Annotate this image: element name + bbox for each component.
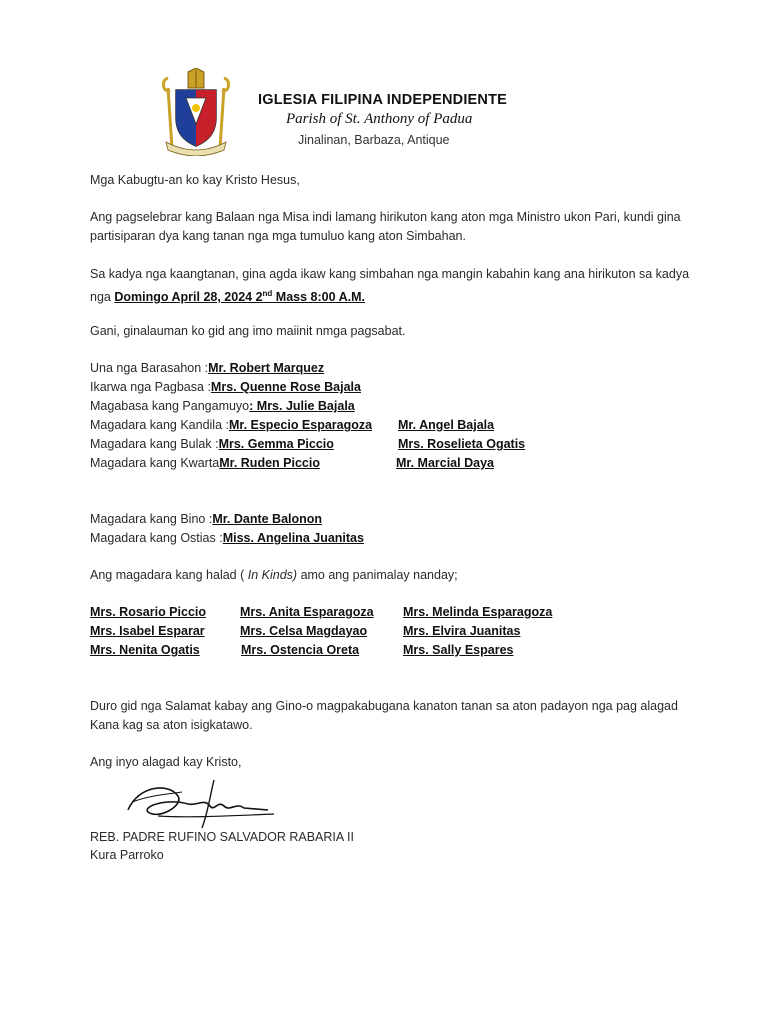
handwritten-signature [118, 776, 278, 832]
assignment-row [90, 435, 526, 454]
paragraph-3: Gani, ginalauman ko gid ang imo maiinit nmga pagsabat. [90, 324, 406, 338]
church-name: IGLESIA FILIPINA INDEPENDIENTE [258, 92, 508, 108]
signer-title: Kura Parroko [90, 848, 164, 862]
mass-date-sup: nd [262, 289, 273, 298]
assignment-name-2: Mr. Marcial Daya [396, 456, 494, 470]
assignment-role: Magadara kang Bino : [90, 512, 213, 526]
halad-name: Mrs. Isabel Esparar [90, 624, 205, 638]
halad-name: Mrs. Ostencia Oreta [241, 643, 360, 657]
paragraph-1: Ang pagselebrar kang Balaan nga Misa indi lamang hirikuton kang aton mga Ministro ukon Pari, kundi gina partisiparan dya kang tanan nga mga tumuluo kang aton Simbahan. [90, 210, 681, 243]
halad-name: Mrs. Nenita Ogatis [90, 643, 200, 657]
assignment-role: Magadara kang Bulak : [90, 437, 219, 451]
assignment-role: Magabasa kang Pangamuyo [90, 399, 250, 413]
mass-date [114, 290, 365, 304]
closing-paragraph: Duro gid nga Salamat kabay ang Gino-o magpakabugana kanaton tanan sa aton padayon nga pag alagad Kana kag sa aton isigkatawo. [90, 699, 678, 732]
assignment-name-2: Mrs. Roselieta Ogatis [398, 437, 526, 451]
halad-name: Mrs. Celsa Magdayao [240, 624, 368, 638]
salutation: Mga Kabugtu-an ko kay Kristo Hesus, [90, 173, 300, 187]
parish-name: Parish of St. Anthony of Padua [286, 111, 473, 127]
assignment-name: Mr. Robert Marquez [208, 361, 325, 375]
halad-name: Mrs. Rosario Piccio [90, 605, 207, 619]
assignment-name: : Mrs. Julie Bajala [249, 399, 355, 413]
assignment-row [90, 510, 322, 529]
assignment-row [90, 529, 364, 548]
assignment-name-2: Mr. Angel Bajala [398, 418, 495, 432]
halad-name: Mrs. Anita Esparagoza [240, 605, 374, 619]
mass-date-b: Mass 8:00 A.M. [272, 290, 365, 305]
signer-name: REB. PADRE RUFINO SALVADOR RABARIA II [90, 830, 354, 844]
assignment-row [90, 454, 494, 473]
paragraph-2-line-2 [90, 284, 365, 307]
assignment-role: Una nga Barasahon : [90, 361, 209, 375]
halad-name: Mrs. Melinda Esparagoza [403, 605, 553, 619]
assignment-role: Magadara kang Ostias : [90, 531, 223, 545]
assignment-row [90, 397, 355, 416]
assignment-name: Mr. Especio Esparagoza [228, 418, 373, 432]
assignment-name: Mrs. Quenne Rose Bajala [210, 380, 361, 394]
halad-name: Mrs. Elvira Juanitas [403, 624, 521, 638]
mass-date-a: Domingo April 28, 2024 2 [114, 290, 263, 305]
assignment-row [90, 378, 361, 397]
halad-intro-italic: In Kinds) [247, 568, 298, 582]
assignment-row [90, 416, 495, 435]
assignment-role: Ikarwa nga Pagbasa : [90, 380, 211, 394]
parish-crest-logo [158, 68, 234, 156]
assignment-name: Miss. Angelina Juanitas [222, 531, 364, 545]
paragraph-2-line-1: Sa kadya nga kaangtanan, gina agda ikaw kang simbahan nga mangin kabahin kang ana hirikuton sa kadya [90, 267, 690, 281]
halad-intro-a: Ang magadara kang halad ( [90, 568, 248, 582]
assignment-role: Magadara kang Kandila : [90, 418, 229, 432]
assignment-row [90, 359, 324, 378]
assignment-name: Mrs. Gemma Piccio [218, 437, 334, 451]
halad-name: Mrs. Sally Espares [403, 643, 514, 657]
halad-intro-b: amo ang panimalay nanday; [297, 568, 458, 582]
parish-location: Jinalinan, Barbaza, Antique [298, 133, 450, 147]
halad-intro [90, 566, 458, 585]
assignment-role: Magadara kang Kwarta [90, 456, 220, 470]
assignment-name: Mr. Dante Balonon [212, 512, 323, 526]
paragraph-2-prefix: nga [90, 290, 115, 305]
signoff: Ang inyo alagad kay Kristo, [90, 755, 242, 769]
assignment-name: Mr. Ruden Piccio [219, 456, 320, 470]
